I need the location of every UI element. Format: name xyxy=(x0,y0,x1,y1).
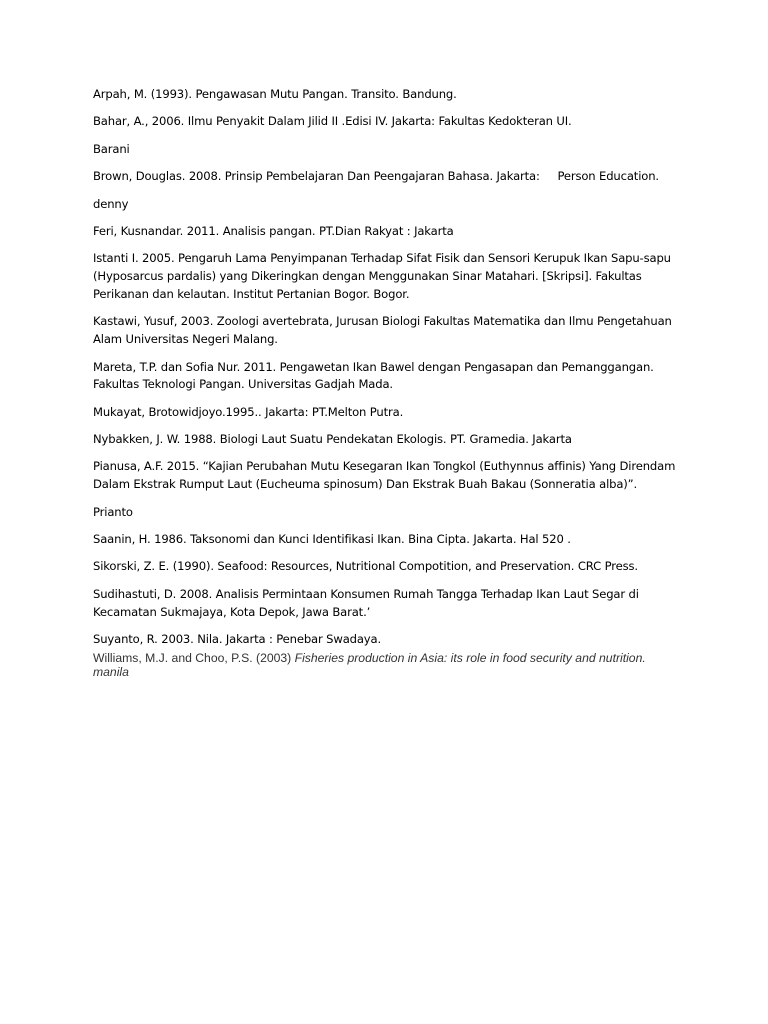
reference-text: Sikorski, Z. E. (1990). Seafood: Resources, Nutritional Compotition, and Preservation. CRC Press. xyxy=(93,559,638,574)
reference-text: Nybakken, J. W. 1988. Biologi Laut Suatu Pendekatan Ekologis. PT. Gramedia. Jakarta xyxy=(93,432,572,447)
reference-entry xyxy=(93,531,683,549)
reference-text: Brown, Douglas. 2008. Prinsip Pembelajaran Dan Peengajaran Bahasa. Jakarta: Person Education. xyxy=(93,169,659,184)
reference-list xyxy=(93,86,683,680)
reference-entry xyxy=(93,250,683,303)
reference-text: Bahar, A., 2006. Ilmu Penyakit Dalam Jilid II .Edisi IV. Jakarta: Fakultas Kedokteran UI. xyxy=(93,114,572,129)
reference-entry xyxy=(93,504,683,522)
reference-text: Saanin, H. 1986. Taksonomi dan Kunci Identifikasi Ikan. Bina Cipta. Jakarta. Hal 520 . xyxy=(93,532,571,547)
reference-text: Barani xyxy=(93,141,130,156)
reference-entry xyxy=(93,313,683,349)
reference-entry xyxy=(93,113,683,131)
reference-author-text: Williams, M.J. and Choo, P.S. (2003) xyxy=(93,651,295,666)
reference-entry xyxy=(93,458,683,494)
reference-entry xyxy=(93,404,683,422)
reference-text: Feri, Kusnandar. 2011. Analisis pangan. PT.Dian Rakyat : Jakarta xyxy=(93,223,454,238)
reference-entry xyxy=(93,359,683,395)
reference-entry xyxy=(93,86,683,104)
reference-text: Pianusa, A.F. 2015. “Kajian Perubahan Mutu Kesegaran Ikan Tongkol (Euthynnus affinis) Yang Direndam Dalam Ekstrak Rumput Laut (Eucheuma spinosum) Dan Ekstrak Buah Bakau (Sonneratia alba)”. xyxy=(93,459,679,492)
reference-text: Kastawi, Yusuf, 2003. Zoologi avertebrata, Jurusan Biologi Fakultas Matematika dan Ilmu Pengetahuan Alam Universitas Negeri Malang. xyxy=(93,314,676,347)
reference-text: denny xyxy=(93,196,129,211)
reference-entry xyxy=(93,196,683,214)
reference-text: Sudihastuti, D. 2008. Analisis Permintaan Konsumen Rumah Tangga Terhadap Ikan Laut Segar di Kecamatan Sukmajaya, Kota Depok, Jawa Barat.’ xyxy=(93,586,643,619)
reference-text: Mareta, T.P. dan Sofia Nur. 2011. Pengawetan Ikan Bawel dengan Pengasapan dan Pemanggangan. Fakultas Teknologi Pangan. Universitas Gadjah Mada. xyxy=(93,359,658,392)
reference-entry xyxy=(93,431,683,449)
reference-text: Istanti I. 2005. Pengaruh Lama Penyimpanan Terhadap Sifat Fisik dan Sensori Kerupuk Ikan Sapu-sapu (Hyposarcus pardalis) yang Dikeringkan dengan Menggunakan Sinar Matahari. [Skripsi]. Fakultas Perikanan dan kelautan. Institut Pertanian Bogor. Bogor. xyxy=(93,251,675,301)
reference-entry xyxy=(93,223,683,241)
reference-entry xyxy=(93,586,683,622)
reference-entry xyxy=(93,631,683,649)
reference-entry xyxy=(93,558,683,576)
reference-entry xyxy=(93,141,683,159)
reference-entry-williams xyxy=(93,652,683,679)
reference-text: Suyanto, R. 2003. Nila. Jakarta : Penebar Swadaya. xyxy=(93,632,382,647)
reference-text: Prianto xyxy=(93,504,133,519)
reference-text: Mukayat, Brotowidjoyo.1995.. Jakarta: PT.Melton Putra. xyxy=(93,404,404,419)
reference-title-italic: Fisheries production in Asia: its role in food security and nutrition. manila xyxy=(93,651,646,680)
reference-text: Arpah, M. (1993). Pengawasan Mutu Pangan. Transito. Bandung. xyxy=(93,87,457,101)
reference-entry xyxy=(93,168,683,186)
